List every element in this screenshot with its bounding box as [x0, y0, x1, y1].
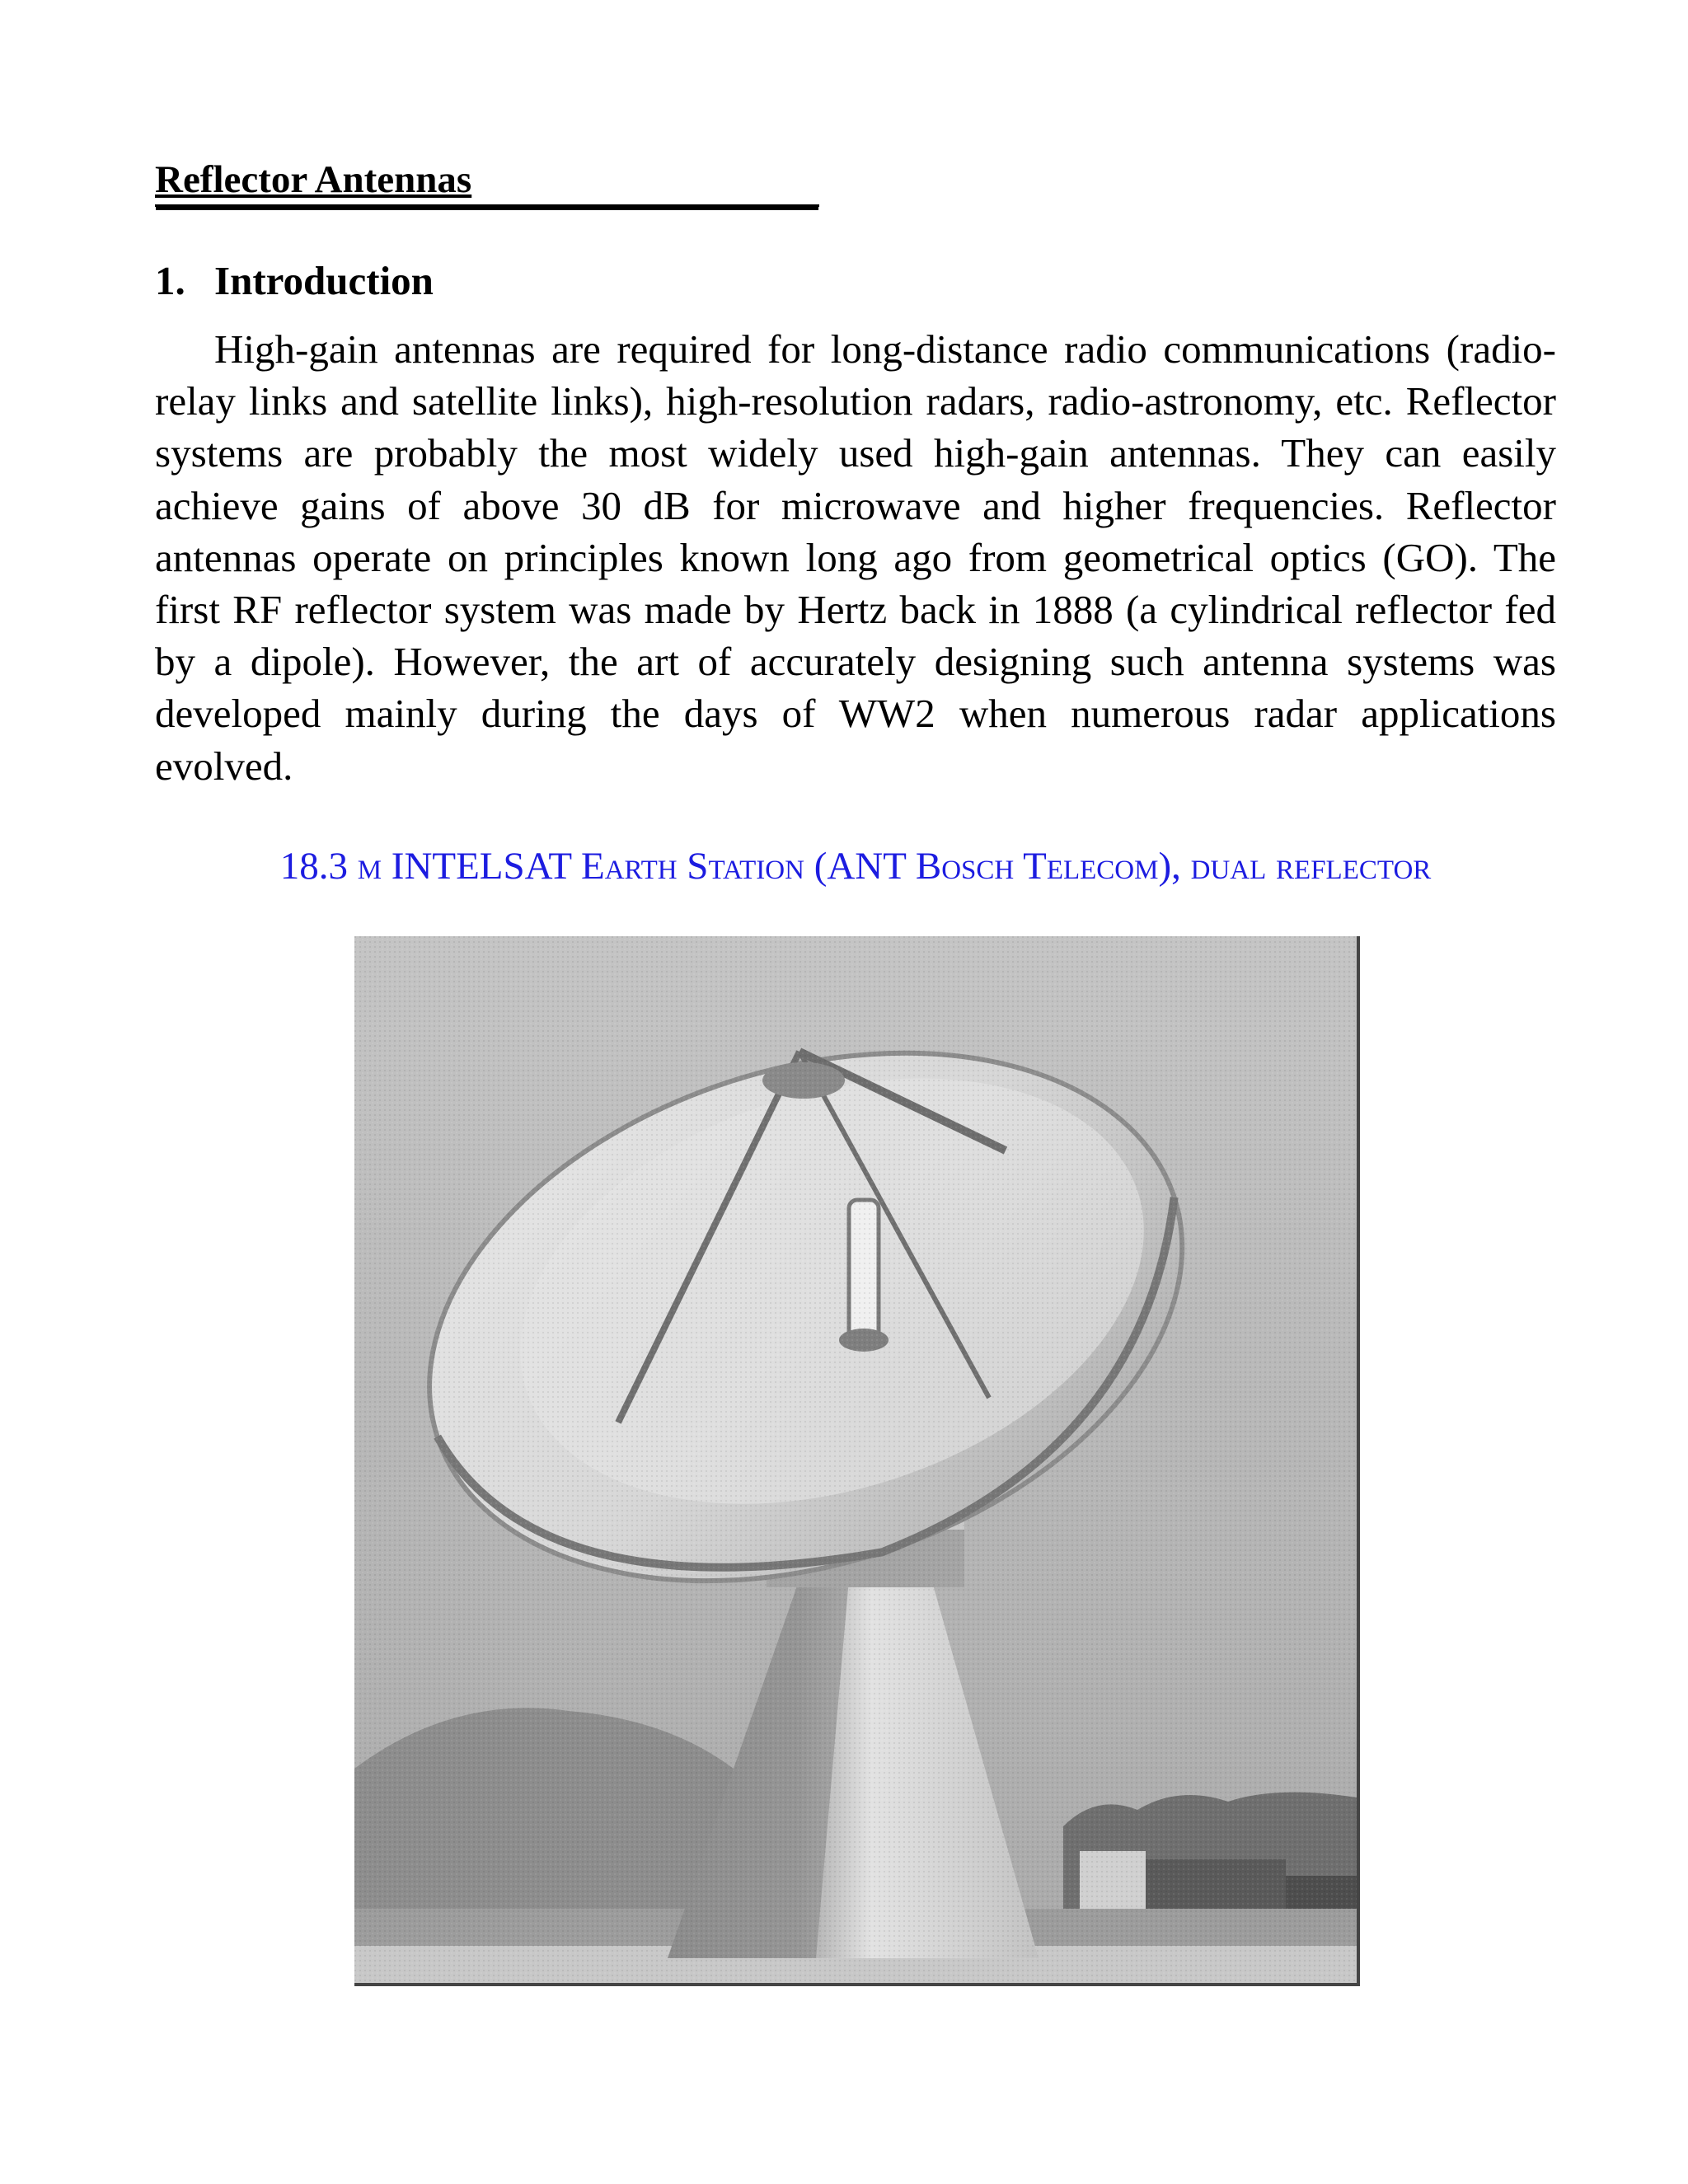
section-heading [155, 255, 434, 307]
antenna-photo [354, 936, 1360, 1986]
intro-paragraph: High-gain antennas are required for long-distance radio communications (radio-relay links and satellite links), high-resolution radars, radio-astronomy, etc. Reflector systems are probably the most widely used high-gain antennas. They can easily achieve gains of above 30 dB for microwave and higher frequencies. Reflector antennas operate on principles known long ago from geometrical optics (GO). The first RF reflector system was made by Hertz back in 1888 (a cylindrical reflector fed by a dipole). However, the art of accurately designing such antenna systems was developed mainly during the days of WW2 when numerous radar applications evolved. [155, 326, 1556, 789]
figure-caption: 18.3 m INTELSAT Earth Station (ANT Bosch Telecom), dual reflector [279, 845, 1432, 888]
document-title [155, 155, 819, 207]
document-title-text: Reflector Antennas [155, 158, 472, 201]
section-number: 1. [155, 258, 185, 303]
antenna-photo-illustration [354, 936, 1357, 1983]
section-heading-text: Introduction [214, 258, 434, 303]
